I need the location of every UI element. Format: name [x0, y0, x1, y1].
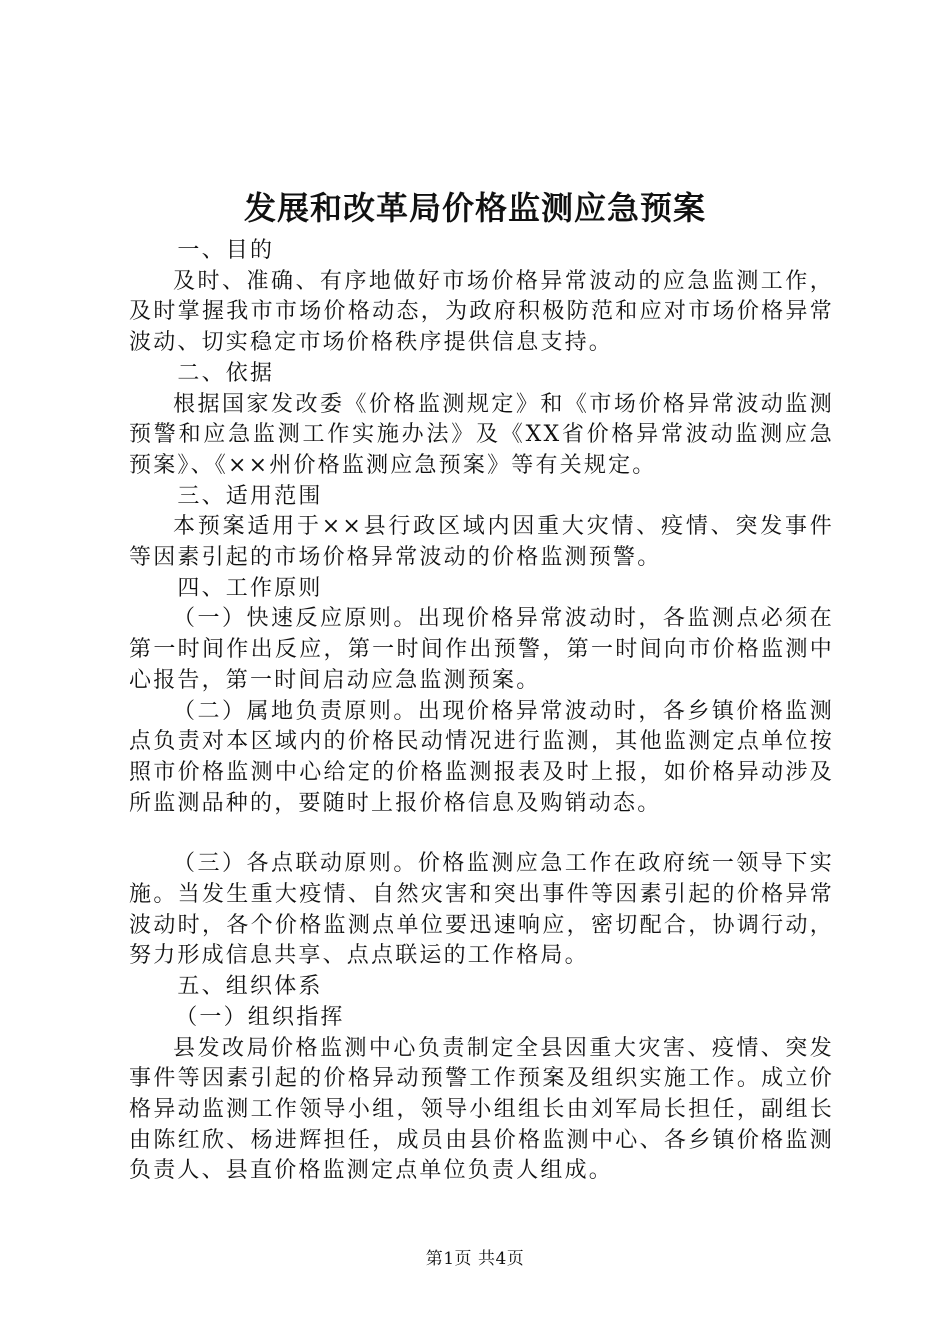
section-heading-principles: 四、工作原则	[177, 575, 323, 601]
paragraph-principle-rapid-response: （一）快速反应原则。出现价格异常波动时，各监测点必须在第一时间作出反应，第一时间作出预警，第一时间向市价格监测中心报告，第一时间启动应急监测预案。	[129, 606, 834, 693]
paragraph-principle-linkage: （三）各点联动原则。价格监测应急工作在政府统一领导下实施。当发生重大疫情、自然灾害和突出事件等因素引起的价格异常波动时，各个价格监测点单位要迅速响应，密切配合，协调行动，努力形成信息共享、点点联运的工作格局。	[129, 851, 834, 969]
document-body	[129, 236, 834, 1187]
section-heading-scope: 三、适用范围	[177, 483, 323, 509]
paragraph-spacer	[129, 819, 834, 849]
document-title: 发展和改革局价格监测应急预案	[243, 189, 706, 227]
section-heading-basis: 二、依据	[177, 360, 275, 386]
subsection-heading-command: （一）组织指挥	[175, 1004, 345, 1030]
page-number: 第1页 共4页	[425, 1249, 525, 1269]
paragraph-purpose: 及时、准确、有序地做好市场价格异常波动的应急监测工作，及时掌握我市市场价格动态，为政府积极防范和应对市场价格异常波动、切实稳定市场价格秩序提供信息支持。	[129, 268, 834, 356]
paragraph-scope: 本预案适用于××县行政区域内因重大灾情、疫情、突发事件等因素引起的市场价格异常波动的价格监测预警。	[129, 514, 834, 571]
section-heading-organization: 五、组织体系	[177, 974, 323, 1000]
paragraph-basis: 根据国家发改委《价格监测规定》和《市场价格异常波动监测预警和应急监测工作实施办法》及《XX省价格异常波动监测应急预案》、《××州价格监测应急预案》等有关规定。	[129, 391, 834, 478]
paragraph-principle-territorial: （二）属地负责原则。出现价格异常波动时，各乡镇价格监测点负责对本区域内的价格民动情况进行监测，其他监测定点单位按照市价格监测中心给定的价格监测报表及时上报，如价格异动涉及所监测品种的，要随时上报价格信息及购销动态。	[129, 698, 834, 816]
section-heading-purpose: 一、目的	[177, 238, 275, 263]
paragraph-command: 县发改局价格监测中心负责制定全县因重大灾害、疫情、突发事件等因素引起的价格异动预警工作预案及组织实施工作。成立价格异动监测工作领导小组，领导小组组长由刘军局长担任，副组长由陈红欣、杨进辉担任，成员由县价格监测中心、各乡镇价格监测负责人、县直价格监测定点单位负责人组成。	[129, 1035, 834, 1184]
